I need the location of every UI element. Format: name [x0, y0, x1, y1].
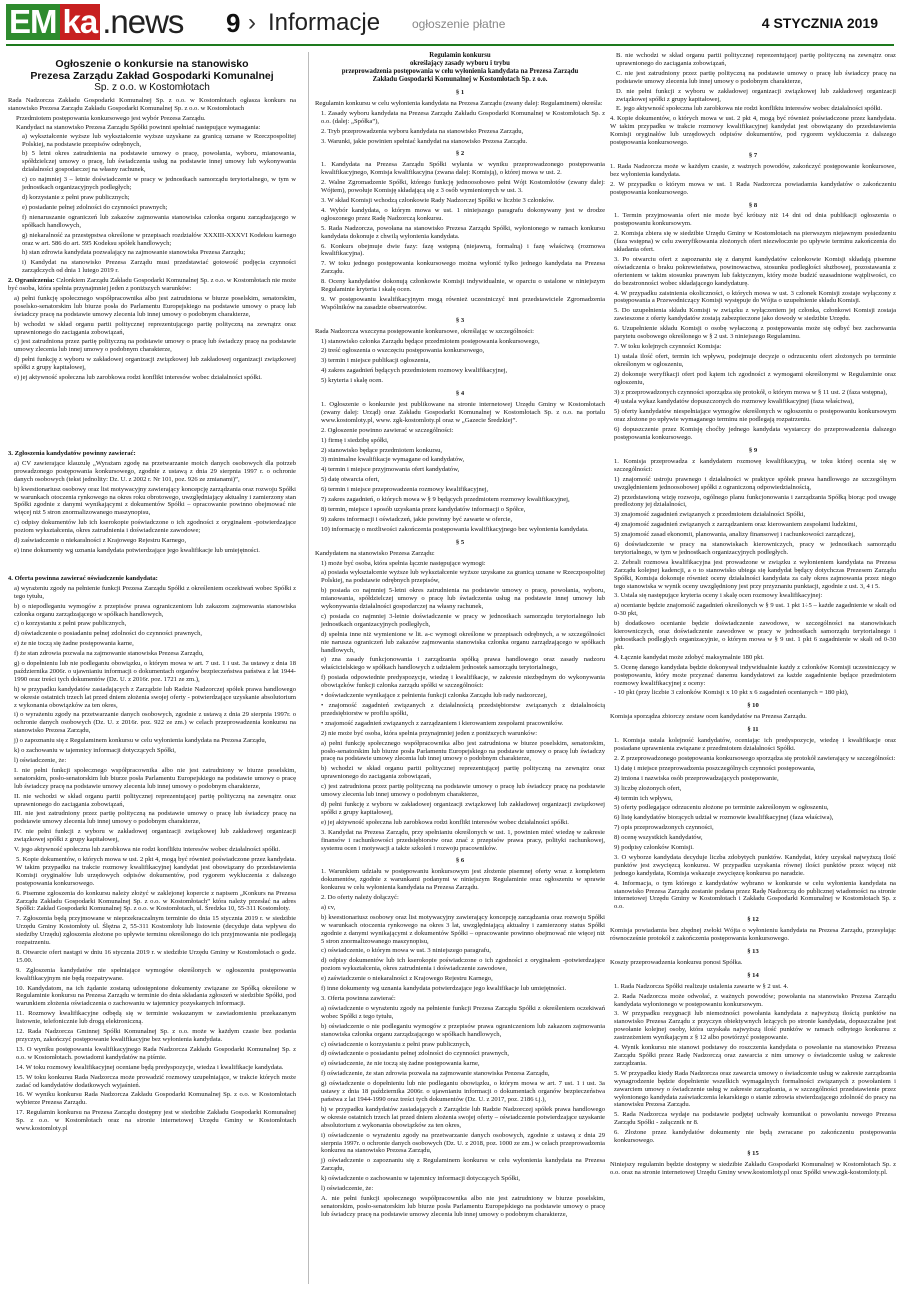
section-heading: 4. Oferta powinna zawierać oświadczenie kandydata:	[8, 574, 158, 582]
list-item: d) korzystanie z pełni praw publicznych;	[22, 193, 130, 201]
list-item: 6) doświadczenie w pracy na stanowiskach kierowniczych, pracy w jednostkach samorządu terytorialnego, w tym w jednostkach organizacyjnych podległych.	[614, 541, 896, 556]
list-item: 1. Komisja przeprowadza z kandydatem rozmowę kwalifikacyjną, w toku której ocenia się w szczególności:	[614, 457, 896, 473]
paragraph-sign: § 2	[455, 150, 465, 158]
list-item: V. jego aktywność społeczna lub zarobkowa nie rodzi konfliktu interesów wobec działalności spółki.	[14, 846, 281, 854]
list-item: h) w przypadku kandydatów zasiadających z Zarządzie lub Radzie Nadzorczej spółek prawa handlowego w okresie ostatnich trzech lat przed dniem złożenia swojej oferty – oświadczenie potwierdzające uzyskanie absolutorium z wykonania obowiązków za ten okres,	[321, 1105, 605, 1129]
list-item: 7) zakres zagadnień, o których mowa w § 9 będących przedmiotem rozmowy kwalifikacyjnej,	[321, 496, 570, 504]
list-item: 5. W przypadku kiedy Rada Nadzorcza oraz zawarcia umowy o świadczenie usług w zakresie zarządzania wynagrodzenie będzie dopełnienie wszelkich wymagalnych formalności związanych z powołaniem i zawarciem umowy o świadczenie usług w zakresie zarządzania, a w szczególności przedstawienie przez wyłonionego kandydata zaświadczenia lekarskiego o stanie zdrowia stwierdzającego zdolność do pracy na stanowisku Prezesa Zarządu.	[614, 1069, 896, 1109]
list-item: a) cv,	[321, 903, 336, 911]
list-item: 13. O wyniku postępowania kwalifikacyjnego Rada Nadzorcza Zakładu Gospodarki Komunalnej Sp. z o.o. w Kostomłotach. powiadomi kandydatów na piśmie.	[16, 1045, 296, 1061]
list-item: 11. Rozmowy kwalifikacyjne odbędą się w terminie wskazanym w zawiadomieniu przekazanym listownie, telefonicznie lub drogą elektroniczną.	[16, 1010, 296, 1026]
list-item: c) odpisy dokumentów lub ich kserokopie poświadczone o ich zgodności z oryginałem -potwierdzające poziom wykształcenia, okres zatrudnienia i doświadczenie zawodowe;	[14, 519, 296, 535]
list-item: 5) datę otwarcia ofert,	[321, 476, 380, 484]
list-item: • znajomość zagadnień związanych z działalnością przedsiębiorstw związanych z działalnością przedsiębiorstw w profilu spółki,	[321, 702, 605, 717]
list-item: f) posiada odpowiednie predyspozycje, wiedzę i kwalifikacje, w zakresie niezbędnym do wykonywania obowiązków funkcji członka zarządu spółki w szczególności:	[321, 674, 605, 690]
list-item: 8) ocenę wszystkich kandydatów,	[614, 834, 703, 842]
announcement-title-2: Prezesa Zarządu Zakład Gospodarki Komunalnej	[30, 70, 274, 82]
list-item: 2. Walne Zgromadzenie Spółki, którego funkcję jednoosobowo pełni Wójt Kostomłotów (zwany dalej: Wójtem), powołuje Komisję składającą się z 3 osób wymienionych w ust. 3.	[321, 179, 605, 195]
paragraph-sign: § 9	[748, 446, 758, 454]
list-item: 9. Zgłoszenia kandydatów nie spełniające wymogów określonych w ogłoszeniu postępowania kwalifikacyjnym nie będą rozpatrywane.	[16, 966, 296, 982]
paid-notice: ogłoszenie płatne	[412, 17, 506, 31]
chevron-right-icon: ›	[248, 9, 256, 36]
list-item: 1) znajomość ustroju prawnego i działalności w praktyce spółek prawa handlowego ze szczególnym uwzględnieniem jednoosobowej spółki z ograniczoną odpowiedzialnością,	[614, 475, 896, 491]
list-item: 2) przedstawioną wizję rozwoju, ogólnego planu funkcjonowania i zarządzania Spółką biorąc pod uwagę predlożony jej działalności,	[614, 493, 896, 509]
list-item: b) wchodzi w skład organu partii politycznej reprezentującego partię polityczną na zewnątrz oraz uprawnionego do zaciągania zobowiązań,	[14, 320, 296, 336]
emka-news-logo[interactable]	[6, 4, 183, 40]
paragraph: Kandydatem na stanowisko Prezesa Zarządu:	[315, 549, 435, 557]
list-item: 2. Rada Nadzorcza może odwołać, z ważnych powodów; powołania na stanowisko Prezesa Zarządu kandydata wyłonionego w postępowaniu konkursowym.	[614, 992, 896, 1008]
list-item: d) zaświadczenie o niekaralności z Krajowego Rejestru Karnego,	[14, 537, 187, 545]
list-item: 6) termin i miejsce przeprowadzenia rozmowy kwalifikacyjnej,	[321, 486, 489, 494]
list-item: a) posiada wykształcenie wyższe lub wykształcenie wyższe uzyskane za granicą uznane w Rzeczpospolitej Polskiej, na podstawie odrębnych przepisów,	[321, 569, 605, 585]
column-announcement	[8, 52, 296, 1284]
section-heading: 3. Zgłoszenia kandydatów powinny zawierać:	[8, 450, 136, 457]
paragraph-sign: § 6	[455, 857, 465, 865]
paragraph-sign: § 12	[747, 916, 759, 924]
paragraph: Rada Nadzorcza wszczyna postępowanie konkursowe, określając w szczególności:	[315, 327, 534, 335]
column-regulations	[308, 52, 605, 1284]
paragraph: Regulamin konkursu w celu wyłonienia kandydata na Prezesa Zarządu (zwany dalej: Regulaminem) określa:	[315, 99, 603, 107]
list-item: g) o dopełnieniu lub nie podleganiu obowiązku, o którym mowa w art. 7 ust. 1 i ust. 3a ustawy z dnia 18 października 2006r. o ujawnianiu informacji o dokumentach organów bezpieczeństwa państwa z lat 1944-1990 oraz treści tych dokumentów (Dz. U. z 2016r. poz. 1721 ze zm.),	[14, 660, 296, 683]
announcement-title-3: Sp. z o.o. w Kostomłotach	[94, 82, 210, 93]
paragraph-sign: § 4	[455, 390, 465, 398]
list-item: 7. W toku kolejnych czynności Komisja:	[614, 343, 722, 350]
masthead-divider	[6, 44, 894, 46]
list-item: g) niekaralność za przestępstwa określone w przepisach rozdziałów XXXIII-XXXVI Kodeksu karnego oraz w art. 586 do art. 595 Kodeksu spółek handlowych;	[22, 231, 296, 247]
list-item: e) jej aktywność społeczna lub zarobkowa rodzi konflikt interesów wobec działalności spółki.	[14, 374, 262, 382]
list-item: 3. O wyborze kandydata decyduje liczba zdobytych punktów. Kandydat, który uzyskał najwyższą ilość punktów jest zwycięzcą konkursu. W przypadku uzyskania równej ilości punktów przez więcej niż jednego kandydata, Komisja wskazuje zwycięzcę konkursu po naradzie.	[614, 853, 896, 877]
paragraph: Koszty przeprowadzenia konkursu ponosi Spółka.	[610, 958, 743, 966]
list-item: f) nienaruszanie ograniczeń lub zakazów zajmowania stanowiska członka organu zarządzającego w spółkach handlowych,	[22, 213, 296, 229]
list-item: b) dodatkowo ocenianie będzie doświadczenie zawodowe, w szczególności na stanowiskach kierowniczych, oraz doświadczenie zawodowe w pracy w jednostkach samorządu terytorialnego i jednostkach podległych organizacyjnie, o którym mowa w § 9 ust. 1 pkt 6 zagadnienie w skali od 0-30 pkt.	[614, 620, 896, 651]
logo-em: EM	[6, 4, 60, 40]
list-item: d) oświadczenie o posiadaniu pełnej zdolności do czynności prawnych,	[14, 630, 203, 638]
list-item: a) wykształcenie wyższe lub wykształcenie wyższe uzyskane za granicą uznane w Rzeczpospolitej Polskiej, na podstawie przepisów odrębnych,	[22, 132, 296, 148]
regulations-title-3: przeprowadzenia postępowania w celu wyłonienia kandydata na Prezesa Zarządu	[341, 68, 579, 75]
list-item: c) co najmniej 3 – letnie doświadczenie w pracy w jednostkach samorządu terytorialnego, w tym w jednostkach organizacyjnych podległych;	[22, 176, 296, 192]
list-item: 4. Informacja, o tym którego z kandydatów wybrano w konkursie w celu wyłonienia kandydata na stanowisko Prezesa Zarządu zostanie podana przez Radę Nadzorczą do publicznej wiadomości na stronie internetowej Urzędu Gminy w Kostomłotach i Zakładu Gospodarki Komunalnej w Kostomłotach Sp. z o.o.	[614, 879, 896, 911]
list-item: 9) zakres informacji i oświadczeń, jakie powinny być zawarte w ofercie,	[321, 515, 513, 523]
list-item: 6. Pisemne zgłoszenia do konkursu należy złożyć w zaklejonej kopercie z napisem „Konkurs na Prezesa Zarządu Zakładu Gospodarki Komunalnej Sp. z o.o. w Kostomłotach” która należy przesłać na adres Spółki: Zakład Gospodarki Komunalnej Sp. z o.o. w Kostomłotach, ul. Średzka 10, 55-311 Kostomłoty.	[16, 889, 296, 913]
regulations-title-4: Zakładu Gospodarki Komunalnej w Kostomłotach Sp. z o.o.	[372, 76, 548, 83]
list-item: 2. Ogłoszenie powinno zawierać w szczególności:	[321, 426, 454, 434]
list-item: 5) kryteria i skalę ocen.	[321, 377, 384, 385]
list-item: 2. Do oferty należy dołączyć:	[321, 894, 399, 902]
list-item: C. nie jest zatrudniony przez partię polityczną na podstawie umowy o pracę lub świadczy pracę na podstawie umowy zlecenia lub innej umowy o podobnym charakterze,	[616, 69, 896, 85]
list-item: 5. Ocenę danego kandydata będzie dokonywał indywidualnie każdy z członków Komisji uczestniczący w postępowaniu, który może przyznać danemu kandydatowi za każde zagadnienie będące przedmiotem rozmowy kwalifikacyjnej z oceny:	[614, 663, 896, 687]
list-item: 1) firmę i siedzibę spółki,	[321, 436, 389, 444]
list-item: 4) ustala wykaz kandydatów dopuszczonych do rozmowy kwalifikacyjnej (faza właściwa),	[614, 398, 854, 406]
list-item: a) oświadczenie o wyrażeniu zgody na pełnienie funkcji Prezesa Zarządu Spółki z określeniem oczekiwań wobec Spółki z tego tytułu,	[321, 1004, 605, 1020]
list-item: 3. Ustala się następujące kryteria oceny i skalę ocen rozmowy kwalifikacyjnej:	[614, 592, 823, 600]
list-item: k) oświadczenie o zachowaniu w tajemnicy informacji dotyczących Spółki,	[321, 1175, 521, 1183]
list-item: c) posiada co najmniej 3-letnie doświadczenie w pracy w jednostkach samorządu terytorialnego lub jednostkach organizacyjnych podległych,	[321, 612, 605, 628]
list-item: b) 5 letni okres zatrudnienia na podstawie umowy o pracę, powołania, wyboru, mianowania, spółdzielczej umowy o pracę, lub świadczenia usług na podstawie innej umowy lub wykonywania działalności gospodarczej na własny rachunek,	[22, 150, 296, 174]
list-item: 3) termin i miejsce publikacji ogłoszenia,	[321, 357, 431, 365]
list-item: e) inne dokumenty wg uznania kandydata potwierdzające jego kwalifikacje lub umiejętności.	[14, 546, 260, 554]
list-item: A. nie pełni funkcji społecznego współpracownika albo nie jest zatrudniony w biurze poselskim, senatorskim, posło-senatorskim lub biurze posła Parlamentu Europejskiego na podstawie umowy o pracę lub świadczy pracę na podstawie umowy zlecenia lub innej umowy o podobnym charakterze,	[321, 1194, 605, 1218]
paragraph-sign: § 15	[747, 1149, 759, 1157]
list-item: E. jego aktywność społeczna lub zarobkowa nie rodzi konfliktu interesów wobec działalności spółki.	[616, 105, 883, 113]
list-item: 2. Komisja zbiera się w siedzibie Urzędu Gminy w Kostomłotach na pierwszym niejawnym posiedzeniu (faza wstępna) w celu zweryfikowania złożonych ofert niezwłocznie po upływie terminu zakończenia do składania ofert.	[614, 230, 896, 254]
list-item: h) w przypadku kandydatów zasiadających z Zarządzie lub Radzie Nadzorczej spółek prawa handlowego w okresie ostatnich trzech lat przed dniem złożenia swojej oferty - potwierdzające uzyskanie absolutorium z wykonania obowiązków za ten okres,	[14, 685, 296, 709]
list-item: 17. Regulamin konkursu na Prezesa Zarządu dostępny jest w siedzibie Zakładu Gospodarki Komunalnej Sp. z o.o. w Kostomłotach oraz na stronie internetowej Urzędu Gminy w Kostomłotach www.kostomloty.pl	[16, 1109, 296, 1133]
list-item: 6) dopuszczenie przez Komisję choćby jednego kandydata wystarczy do przeprowadzenia dalszego postępowania konkursowego.	[614, 426, 896, 442]
list-item: d) pełni funkcję z wyboru w zakładowej organizacji związkowej lub zakładowej organizacji związkowej spółki z grupy kapitałowej,	[321, 800, 605, 816]
list-item: 2. Z przeprowadzonego postępowania konkursowego sporządza się protokół zawierający w szczególności:	[614, 754, 896, 762]
list-item: 6. Złożone przez kandydatów dokumenty nie będą zwracane po zakończeniu postępowania konkursowego.	[614, 1129, 896, 1145]
list-item: 5. Kopie dokumentów, o których mowa w ust. 2 pkt 4, mogą być również poświadczone przez kandydata. W takim przypadku na trakcie rozmowy kwalifikacyjnej kandydat jest obowiązany do przedstawienia Komisji oryginałów lub urzędowych odpisów dokumentów, pod rygorem wykluczenia z dalszego postępowania konkursowego.	[16, 855, 296, 887]
list-item: 2. Zebrali rozmowa kwalifikacyjna jest prowadzone w związku z wyłonieniem kandydata na Prezesa Zarządu kolejnej kadencji, a o to stanowisko ubiega się kandydat będący dotychczas Prezesem Zarządu Spółki, Komisja dokonuje również oceny działalności kandydata za cały okres zajmowania przez niego tego stanowiska w wynik oceny uwzględniony jest przy przyznaniu punktacji, zgodnie z ust. 3, 4 i 5.	[614, 558, 896, 590]
list-item: IV. nie pełni funkcji z wyboru w zakładowej organizacji związkowej lub zakładowej organizacji związkowej spółki z grupy kapitałowej,	[14, 828, 296, 844]
list-item: 3. Oferta powinna zawierać:	[321, 995, 396, 1002]
list-item: b) posiada co najmniej 5-letni okres zatrudnienia na podstawie umowy o pracę, powołania, wyboru, mianowania, spółdzielczej umowy o pracę lub świadczenia usług na podstawie innej umowy lub wykonywania działalności gospodarczej na własny rachunek,	[321, 587, 605, 611]
list-item: 15. W toku konkursu Rada Nadzorcza może prowadzić rozmowy uzupełniające, w trakcie których może zadać od kandydatów dodatkowych wyjaśnień.	[16, 1073, 296, 1089]
paragraph: Komisja powiadamia bez zbędnej zwłoki Wójta o wyłonieniu kandydata na Prezesa Zarządu, przesyłając równocześnie protokół z zakończenia postępowania konkursowego.	[610, 927, 896, 943]
list-item: d) pełni funkcję z wyboru w zakładowej organizacji związkowej lub zakładowej organizacji związkowej spółki z grupy kapitałowej,	[14, 356, 296, 372]
list-item: 1. Termin przyjmowania ofert nie może być krótszy niż 14 dni od dnia publikacji ogłoszenia o postępowaniu konkursowym.	[614, 212, 896, 228]
list-item: d) spełnia inne niż wymienione w lit. a-c wymogi określone w przepisach odrębnych, a w szczególności nie narusza ograniczeń lub zakazów zajmowania stanowiska członka organu zarządzającego w spółkach handlowych,	[321, 630, 605, 654]
list-item: 7) opis przeprowadzonych czynności,	[614, 824, 714, 832]
list-item: 2) stanowisko będące przedmiotem konkursu,	[321, 446, 443, 454]
list-item: f) że stan zdrowia pozwala na zajmowanie stanowiska Prezesa Zarządu,	[14, 650, 204, 658]
list-item: e) oświadczenie, że nie toczą się żadne postępowania karne,	[321, 1060, 480, 1068]
list-item: c) jest zatrudniona przez partię polityczną na podstawie umowy o pracę lub świadczy pracę na podstawie umowy zlecenia lub innej umowy o podobnym charakterze,	[14, 338, 296, 354]
list-item: c) o korzystaniu z pełni praw publicznych,	[14, 620, 127, 628]
list-item: 2) imiona i nazwiska osób przeprowadzających postępowanie,	[614, 774, 779, 782]
list-item: j) o zapoznaniu się z Regulaminem konkursu w celu wyłonienia kandydata na Prezesa Zarządu,	[14, 737, 267, 745]
list-item: e) zaświadczenie o niekaralności z Krajowego Rejestru Karnego,	[321, 975, 493, 983]
list-item: 8. Otwarcie ofert nastąpi w dniu 16 stycznia 2019 r. w siedzibie Urzędu Gminy w Kostomłotach o godz. 15.00.	[16, 948, 296, 964]
list-item: b) o niepodleganiu wymogów z przepisów prawa ograniczeniom lub zakazom zajmowania stanowiska członka organu zarządzającego w spółkach handlowych,	[14, 602, 296, 618]
list-item: 6) listę kandydatów biorących udział w rozmowie kwalifikacyjnej (faza właściwa),	[614, 814, 834, 822]
list-item: 4. W przypadku zaistnienia okoliczności, o których mowa w ust. 3 członek Komisji zostaje wyłączony z postępowania a Przewodniczący Komisji występuje do Wójta o uzupełnienie składu Komisji.	[614, 289, 896, 305]
paragraph: Komisja sporządza zbiorczy zestaw ocen kandydatów na Prezesa Zarządu.	[610, 713, 807, 721]
list-item: Przedmiotem postępowania konkursowego jest wybór Prezesa Zarządu.	[16, 114, 206, 122]
list-item: a) pełni funkcję społecznego współpracownika albo jest zatrudniona w biurze poselskim, senatorskim, posło-senatorskim lub biurze posła Parlamentu Europejskiego na podstawie umowy o pracę lub świadczy pracę na podstawie umowy zlecenia lub innej umowy o podobnym charakterze,	[321, 739, 605, 763]
list-item: 5) oferty podlegające odrzuceniu złożone po terminie zakreślonym w ogłoszeniu,	[614, 804, 829, 812]
list-item: l) oświadczenie, że:	[321, 1185, 374, 1193]
list-item: a) wyrażeniu zgody na pełnienie funkcji Prezesa Zarządu Spółki z określeniem oczekiwań wobec Spółki z tego tytułu,	[14, 584, 296, 600]
list-item: 1) może być osoba, która spełnia łącznie następujące wymogi:	[321, 559, 486, 567]
list-item: 12. Rada Nadzorcza Gminnej Spółki Komunalnej Sp. z o.o. może w każdym czasie bez podania przyczyn, zakończyć postępowanie kwalifikacyjne bez wyłonienia kandydata.	[16, 1028, 296, 1043]
list-item: b) oświadczenie o nie podleganiu wymogów z przepisów prawa ograniczeniom lub zakazom zajmowania stanowiska członka organu zarządzającego w spółkach handlowych,	[321, 1022, 605, 1038]
paragraph-sign: § 1	[455, 89, 465, 96]
list-item: 5. Rada Nadzorcza, powołana na stanowisko Prezesa Zarządu Spółki, wyłonionego w ramach konkursu kandydata dokonuje z chwilą wyłonienia kandydata.	[321, 224, 605, 240]
list-item: 1) stanowisko członka Zarządu będące przedmiotem postępowania konkursowego,	[321, 337, 540, 345]
list-item: 2) dokonuje weryfikacji ofert pod kątem ich zgodności z wymogami określonymi w Regulaminie oraz ogłoszeniu,	[614, 370, 896, 386]
list-item: I. nie pełni funkcji społecznego współpracownika albo nie jest zatrudniony w biurze poselskim, senatorskim, posło-senatorskim lub biurze posła Parlamentu Europejskiego na podstawie umowy o pracę lub świadczy pracę na podstawie umowy zlecenia lub innej umowy o podobnym charakterze,	[14, 766, 296, 790]
paragraph-sign: § 11	[747, 726, 759, 734]
section-title: Informacje	[268, 9, 381, 36]
list-item: 9. W postępowaniu kwalifikacyjnym mogą również uczestniczyć inni przedstawiciele Zgromadzenia Wspólników na zasadzie obserwatorów.	[321, 295, 605, 311]
paragraph-sign: § 5	[455, 538, 465, 546]
list-item: 4. Wynik konkursu nie stanowi podstawy do roszczenia kandydata o powołanie na stanowisko Prezesa Zarządu Spółki przez Radę Nadzorczą oraz zawarcia z nim umowy o świadczenie usług w zakresie zarządzania.	[614, 1044, 896, 1067]
list-item: h) stan zdrowia kandydata pozwalający na zajmowanie stanowiska Prezesa Zarządu;	[22, 249, 246, 257]
paragraph-sign: § 7	[748, 151, 758, 159]
list-item: 3. W przypadku rezygnacji lub niemożności powołania kandydata z najwyższą ilością punktów na stanowisko Prezesa Zarządu z przyczyn obiektywnych leżących po stronie kandydata, dopuszczalne jest powołanie kolejnej osoby, która uzyskała najwyższą ilość punktów w ramach odbytego konkursu z zastrzeżeniem wynikającym z § 12 albo powtórzyć postępowanie.	[614, 1010, 896, 1042]
list-item: 4. Wybór kandydata, o którym mowa w ust. 1 niniejszego paragrafu dokonywany jest w drodze ogłoszonego przez Radę Nadzorczą konkursu.	[321, 206, 605, 222]
list-item: d) odpisy dokumentów lub ich kserokopie poświadczone o ich zgodności z oryginałem -potwierdzające poziom wykształcenia, okres zatrudnienia i doświadczenie zawodowe,	[321, 957, 605, 973]
list-item: 3. Warunki, jakie powinien spełniać kandydat na stanowisko Prezesa Zarządu.	[321, 137, 528, 145]
page-number: 9	[226, 8, 241, 38]
list-item: b) wchodzi w skład organu partii politycznej reprezentującej partię polityczną na zewnątrz oraz uprawnionego do zaciągania zobowiązań,	[321, 765, 605, 781]
logo-ka: ka	[60, 4, 101, 40]
list-item: i) o wyrażeniu zgody na przetwarzanie danych osobowych, zgodnie z ustawą z dnia 29 sierpnia 1997r. o ochronie danych osobowych (Dz. U. z 2016r. poz. 922 ze zm.) w celach przeprowadzenia konkursu na stanowisko Prezesa Zarządu,	[14, 711, 296, 735]
list-item: 10. Kandydatom, na ich żądanie zostaną udostępnione dokumenty związane ze Spółką określone w Regulaminie konkursu na Prezesa Zarządu w terminie do dnia składania zgłoszeń w siedzibie Spółki, pod warunkiem złożenia oświadczenia o zachowaniu w tajemnicy pozyskanych informacji.	[16, 984, 296, 1008]
list-item: 1. Rada Nadzorcza może w każdym czasie, z ważnych powodów, zakończyć postępowanie konkursowe, bez wyłonienia kandydata.	[610, 162, 896, 178]
list-item: 6. Konkurs obejmuje dwie fazy: fazę wstępną (niejawną, formalną) i fazę właściwą (rozmowa kwalifikacyjna).	[321, 242, 605, 258]
list-item: i) oświadczenie o wyrażeniu zgody na przetwarzanie danych osobowych, zgodnie z ustawą z dnia 29 sierpnia 1997r. o ochronie danych osobowych (Dz. U. z 2018, poz. 1000 ze zm.) w celach przeprowadzenia konkursu na stanowisko Prezesa Zarządu,	[321, 1131, 605, 1155]
list-item: 8) termin, miejsce i sposób uzyskania przez kandydatów informacji o Spółce,	[321, 505, 526, 513]
list-item: • doświadczenie wynikające z pełnienia funkcji członka Zarządu lub rady nadzorczej,	[321, 692, 547, 700]
list-item: 3. W skład Komisji wchodzą członkowie Rady Nadzorczej Spółki w liczbie 3 członków.	[321, 196, 555, 204]
paragraph-sign: § 8	[748, 201, 758, 209]
list-item: - 10 pkt (przy liczbie 3 członków Komisji x 10 pkt x 6 zagadnień ocenianych = 180 pkt),	[614, 689, 849, 697]
issue-date: 4 STYCZNIA 2019	[761, 15, 878, 31]
paragraph: Członkiem Zarządu Zakładu Gospodarki Komunalnej Sp. z o.o. w Kostomłotach nie może być osoba, która spełnia przynajmniej jeden z poniższych warunków:	[8, 277, 296, 293]
masthead	[0, 0, 900, 44]
list-item: e) zna zasady funkcjonowania i zarządzania spółką prawa handlowego oraz zasady nadzoru właścicielskiego w spółkach handlowych z udziałem jednostek samorządu terytorialnego,	[321, 656, 605, 672]
regulations-title-1: Regulamin konkursu	[429, 52, 491, 59]
list-item: 1) ustala ilość ofert, termin ich wpływu, podejmuje decyzje o odrzuceniu ofert złożonych po terminie określonym w ogłoszeniu,	[614, 352, 896, 368]
paragraph: Niniejszy regulamin będzie dostępny w siedzibie Zakładu Gospodarki Komunalnej w Kostomłotach Sp. z o.o. oraz na stronie internetowej Urzędu Gminy www.kostomloty.pl oraz Spółki www.zgk-kostomloty.pl.	[610, 1160, 896, 1176]
list-item: B. nie wchodzi w skład organu partii politycznej reprezentującej partię polityczną na zewnątrz oraz uprawnionego do zaciągania zobowiązań,	[616, 52, 896, 67]
list-item: 6. Uzupełnienie składu Komisji o osobę wyłaczoną z postępowania może się odbyć bez zachowania parytetu osobowego określonego w § 2 ust. 3 niniejszego Regulaminu.	[614, 325, 896, 341]
announcement-intro: Rada Nadzorcza Zakładu Gospodarki Komunalnej Sp. z o.o. w Kostomłotach ogłasza konkurs na stanowisko Prezesa Zarządu Zakładu Gospodarki Komunalnej Sp. z o.o. w Kostomłotach	[8, 97, 296, 112]
list-item: 10) informację o możliwości zakończenia postępowania kwalifikacyjnego bez wyłonienia kandydata.	[321, 525, 589, 533]
list-item: 4) termin i miejsce przyjmowania ofert kandydatów,	[321, 466, 460, 474]
list-item: 4) znajomość zagadnień związanych z zarządzaniem oraz kierowaniem zespołami ludzkimi,	[614, 521, 858, 529]
list-item: 1. Zasady wyboru kandydata na Prezesa Zarządu Zakładu Gospodarki Komunalnej w Kostomłotach Sp. z o.o. (dalej: „Spółka”),	[321, 109, 605, 125]
list-item: 1. Warunkiem udziału w postępowaniu konkursowym jest złożenie pisemnej oferty wraz z kompletem dokumentów, zgodnie z warunkami podanymi w niniejszym Regulaminie oraz ogłoszeniu w sprawie konkursu w celu wyłonienia kandydata na Prezesa Zarządu.	[321, 868, 605, 892]
list-item: 3) znajomość zagadnień związanych z przedmiotem działalności Spółki,	[614, 511, 806, 519]
list-item: 7. W toku jednego postępowania konkursowego można wyłonić tylko jednego kandydata na Prezesa Zarządu.	[321, 260, 605, 276]
list-item: 3) minimalne kwalifikacje wymagane od kandydatów,	[321, 456, 465, 464]
section-heading: 2. Ograniczenia:	[8, 277, 55, 285]
list-item: l) oświadczenie, że:	[14, 757, 67, 764]
list-item: f) inne dokumenty wg uznania kandydata potwierdzające jego kwalifikacje lub umiejętności.	[321, 985, 567, 993]
list-item: 3. Kandydat na Prezesa Zarządu, przy spełnianiu określonych w ust. 1, powinien mieć wiedzę w zakresie finansów i rachunkowości przedsiębiorstw oraz znać z przepisów prawa pracy, polityki rachunkowej, systemu ocen i motywacji a także szkoleń i rozwoju pracowników.	[321, 828, 605, 852]
list-item: 3) liczbę złożonych ofert,	[614, 784, 682, 792]
list-item: 1. Ogłoszenie o konkursie jest publikowane na stronie internetowej Urzędu Gminy w Kostomłotach (zwany dalej: Urząd) oraz Zakładu Gospodarki Komunalnej w Kostomłotach Sp. z o.o. na portalu www.kostomloty.pl, www. zgk-kostomloty.pl oraz w „Gazecie Średzkiej”.	[321, 401, 605, 424]
list-item: 2) treść ogłoszenia o wszczęciu postępowania konkursowego,	[321, 347, 485, 355]
list-item: k) o zachowaniu w tajemnicy informacji dotyczących Spółki,	[14, 747, 176, 755]
list-item: 8. Oceny kandydatów dokonują członkowie Komisji indywidualnie, w oparciu o ustalone w niniejszym Regulaminie kryteria i skalę ocen.	[321, 278, 605, 294]
paragraph-sign: § 13	[747, 948, 759, 955]
list-item: II. nie wchodzi w skład organu partii politycznej reprezentującej partię polityczną na zewnątrz oraz uprawnionego do zaciągania zobowiązań,	[14, 792, 296, 808]
list-item: a) ocenianie będzie znajomość zagadnień określonych w § 9 ust. 1 pkt 1÷5 – każde zagadnienie w skali od 0-30 pkt,	[614, 602, 896, 618]
list-item: c) oświadczenie o korzystaniu z pełni praw publicznych,	[321, 1040, 471, 1048]
list-item: 1. Kandydata na Prezesa Zarządu Spółki wyłania w wyniku przeprowadzonego postępowania kwalifikacyjnego, Komisja kwalifikacyjna (zwana dalej: Komisją), o której mowa w ust. 2.	[321, 161, 605, 177]
list-item: j) oświadczenie o zapoznaniu się z Regulaminem konkursu w celu wyłonienia kandydata na Prezesa Zarządu,	[321, 1157, 605, 1173]
list-item: e) że nie toczą się żadne postępowania karne,	[14, 640, 134, 648]
list-item: 2. W przypadku o którym mowa w ust. 1 Rada Nadzorcza powiadamia kandydatów o zakończeniu postępowania konkursowego.	[610, 180, 896, 196]
list-item: 9) podpisy członków Komisji.	[614, 844, 694, 852]
list-item: 4. Łącznie kandydat może zdobyć maksymalnie 180 pkt.	[614, 653, 764, 661]
list-item: 1) datę i miejsce przeprowadzenia poszczególnych czynności postępowania,	[614, 764, 816, 772]
list-item: g) oświadczenie o dopełnieniu lub nie podleganiu obowiązku, o którym mowa w art. 7 ust. 1 i ust. 3a ustawy z dnia 18 października 2006r. o ujawnianiu informacji o dokumentach organów bezpieczeństwa państwa z lat 1944-1990 oraz treści tych dokumentów (Dz. U. z 2017, poz. 2186 t.j.),	[321, 1080, 605, 1103]
list-item: f) oświadczenie, że stan zdrowia pozwala na zajmowanie stanowiska Prezesa Zarządu,	[321, 1070, 550, 1078]
list-item: 3) z przeprowadzonych czynności sporządza się protokół, o którym mowa w § 11 ust. 2 (faza wstępna),	[614, 388, 888, 396]
list-item: 5. Rada Nadzorcza wydaje na podstawie podjętej uchwały komunikat o powołaniu nowego Prezesa Zarządu Spółki - załącznik nr 8.	[614, 1111, 896, 1127]
regulations-title-2: określający zasady wyboru i trybu	[410, 60, 510, 67]
list-item: 1. Rada Nadzorcza Spółki realizuje ustalenia zawarte w § 2 ust. 4.	[614, 982, 789, 990]
list-item: 5. Do uzupełnienia składu Komisji w związku z wyłączeniem jej członka, członkowi Komisji zostaja zawieszone z oferty kandydatów zostają zabezpieczone jako dowody w siedzibie Urzędu.	[614, 307, 896, 323]
list-item: Kandydaci na stanowisko Prezesa Zarządu Spółki powinni spełniać następujące wymagania:	[16, 123, 261, 131]
list-item: 3. Po otwarciu ofert z zapoznaniu się z danymi kandydatów członkowie Komisji składają pisemne oświadczenia o braku pokrewieństwa, powinowactwa, stosunku podległości służbowej, pozostawania z ofertentem w takim stosunku prawnym lub faktycznym, który może budzić uzasadnione wątpliwości, co do bezstronności wobec składającego kandydaturę.	[614, 255, 896, 287]
list-item: 16. W wyniku konkursu Rada Nadzorcza Zakładu Gospodarki Komunalnej Sp. z o.o. w Kostomłotach wybierze Prezesa Zarządu.	[16, 1091, 296, 1107]
list-item: c) oświadczenie, o którym mowa w ust. 3 niniejszego paragrafu,	[321, 947, 491, 955]
list-item: 7. Zgłoszenia będą przyjmowane w nieprzekraczalnym terminie do dnia 15 stycznia 2019 r. w siedzibie Urzędu Gminy Kostomłoty ul. Ślężna 2, 55-311 Kostomłoty lub listownie (decyduje data wpływu do siedziby Urzędu) zgłoszenia złożone po upływie terminu określonego do ich przyjmowania nie podlegają rozpatrzeniu.	[16, 915, 296, 947]
list-item: • znajomość zagadnień związanych z zarządzaniem i kierowaniem zespołami pracowników.	[321, 719, 564, 727]
list-item: e) jej aktywność społeczna lub zarobkowa rodzi konflikt interesów wobec działalności spółki.	[321, 818, 569, 826]
column-regulations-continued	[606, 52, 896, 1284]
list-item: a) CV zawierające klauzulę „Wyrażam zgodę na przetwarzanie moich danych osobowych dla potrzeb prowadzonego postępowania konkursowego, zgodnie z ustawą z dnia 29 sierpnia 1997 r. o ochronie danych osobowych (tekst jednolity: Dz. U. z 2002 r. Nr 101, poz. 926 ze zmianami)”,	[14, 459, 296, 483]
list-item: 5) oferty kandydatów niespełniające wymogów określonych w ogłoszeniu o postępowaniu konkursowym oraz złożone po upływie wymaganego terminu nie podlegają rozpatrzeniu.	[614, 408, 896, 424]
list-item: a) pełni funkcję społecznego współpracownika albo jest zatrudniona w biurze poselskim, senatorskim, poselsko-senatorskim lub biurze posła do Parlamentu Europejskiego na podstawie umowy o pracę lub świadczy pracę na podstawie umowy zlecenia lub innej umowy o podobnym charakterze,	[14, 294, 296, 318]
list-item: c) jest zatrudniona przez partię polityczną na podstawie umowy o pracę lub świadczy pracę na podstawie umowy zlecenia lub innej umowy o podobnym charakterze,	[321, 783, 605, 799]
list-item: D. nie pełni funkcji z wyboru w zakładowej organizacji związkowej lub zakładowej organizacji związkowej spółki z grupy kapitałowej,	[616, 87, 896, 103]
logo-news: .news	[102, 3, 184, 40]
list-item: e) posiadanie pełnej zdolności do czynności prawnych;	[22, 203, 168, 211]
list-item: 2. Tryb przeprowadzenia wyboru kandydata na stanowisko Prezesa Zarządu,	[321, 127, 524, 135]
list-item: 4) termin ich wpływu,	[614, 794, 673, 802]
list-item: b) kwestionariusz osobowy oraz list motywacyjny zawierający koncepcję zarządzania oraz rozwoju Spółki w warunkach otoczenia rynkowego na okres 3 lat, uwzględniającą aktualny i zamierzony status Spółki zgodnie z danymi wynikającymi z dokumentów Spółki – opracowanie powinno obejmować nie więcej niż 5 stron znormalizowanego maszynopisu,	[321, 913, 605, 945]
list-item: III. nie jest zatrudniony przez partię polityczną na podstawie umowy o pracę lub świadczy pracę na podstawie umowy zlecenia lub innej umowy o podobnym charakterze,	[14, 810, 296, 826]
paragraph-sign: § 14	[747, 971, 759, 979]
list-item: d) oświadczenie o posiadaniu pełnej zdolności do czynności prawnych,	[321, 1050, 510, 1058]
list-item: i) Kandydat na stanowisko Prezesa Zarządu musi przedstawiać gotowość podjęcia czynności zarządczych od dnia 1 lutego 2019 r.	[22, 259, 296, 275]
list-item: 2) nie może być osoba, która spełnia przynajmniej jeden z poniższych warunków:	[321, 729, 538, 737]
list-item: b) kwestionariusz osobowy oraz list motywacyjny zawierający koncepcję zarządzania oraz rozwoju Spółki w warunkach otoczenia rynkowego na okres roku obrotowego, uwzględniający aktualny i zamierzony stan Spółki zgodnie z danymi wynikającymi z dokumentów Spółki – opracowanie powinno obejmować nie więcej niż 5 stron znormalizowanego maszynopisu,	[14, 485, 296, 517]
paragraph: 4. Kopie dokumentów, o których mowa w ust. 2 pkt 4, mogą być również poświadczone przez kandydata. W takim przypadku w trakcie rozmowy kwalifikacyjnej kandydat jest obowiązany do przedstawienia Komisji oryginałów lub urzędowych odpisów dokumentów, pod rygorem wykluczenia z dalszego postępowania konkursowego.	[610, 115, 896, 147]
paragraph-sign: § 3	[455, 316, 465, 324]
paragraph-sign: § 10	[747, 702, 759, 710]
announcement-title-1: Ogłoszenie o konkursie na stanowisko	[55, 58, 249, 70]
list-item: 4) zakres zagadnień będących przedmiotem rozmowy kwalifikacyjnej,	[321, 367, 508, 375]
list-item: 14. W toku rozmowy kwalifikacyjnej oceniane będą predyspozycje, wiedza i kwalifikacje kandydata.	[16, 1063, 284, 1071]
list-item: 1. Komisja ustala kolejność kandydatów, oceniając ich predyspozycje, wiedzę i kwalifikacje oraz posiadane uprawnienia związane z przedmiotem działalności Spółki.	[614, 737, 896, 752]
list-item: 5) znajomość zasad ekonomii, planowania, analizy finansowej i rachunkowości zarządczej,	[614, 531, 855, 539]
